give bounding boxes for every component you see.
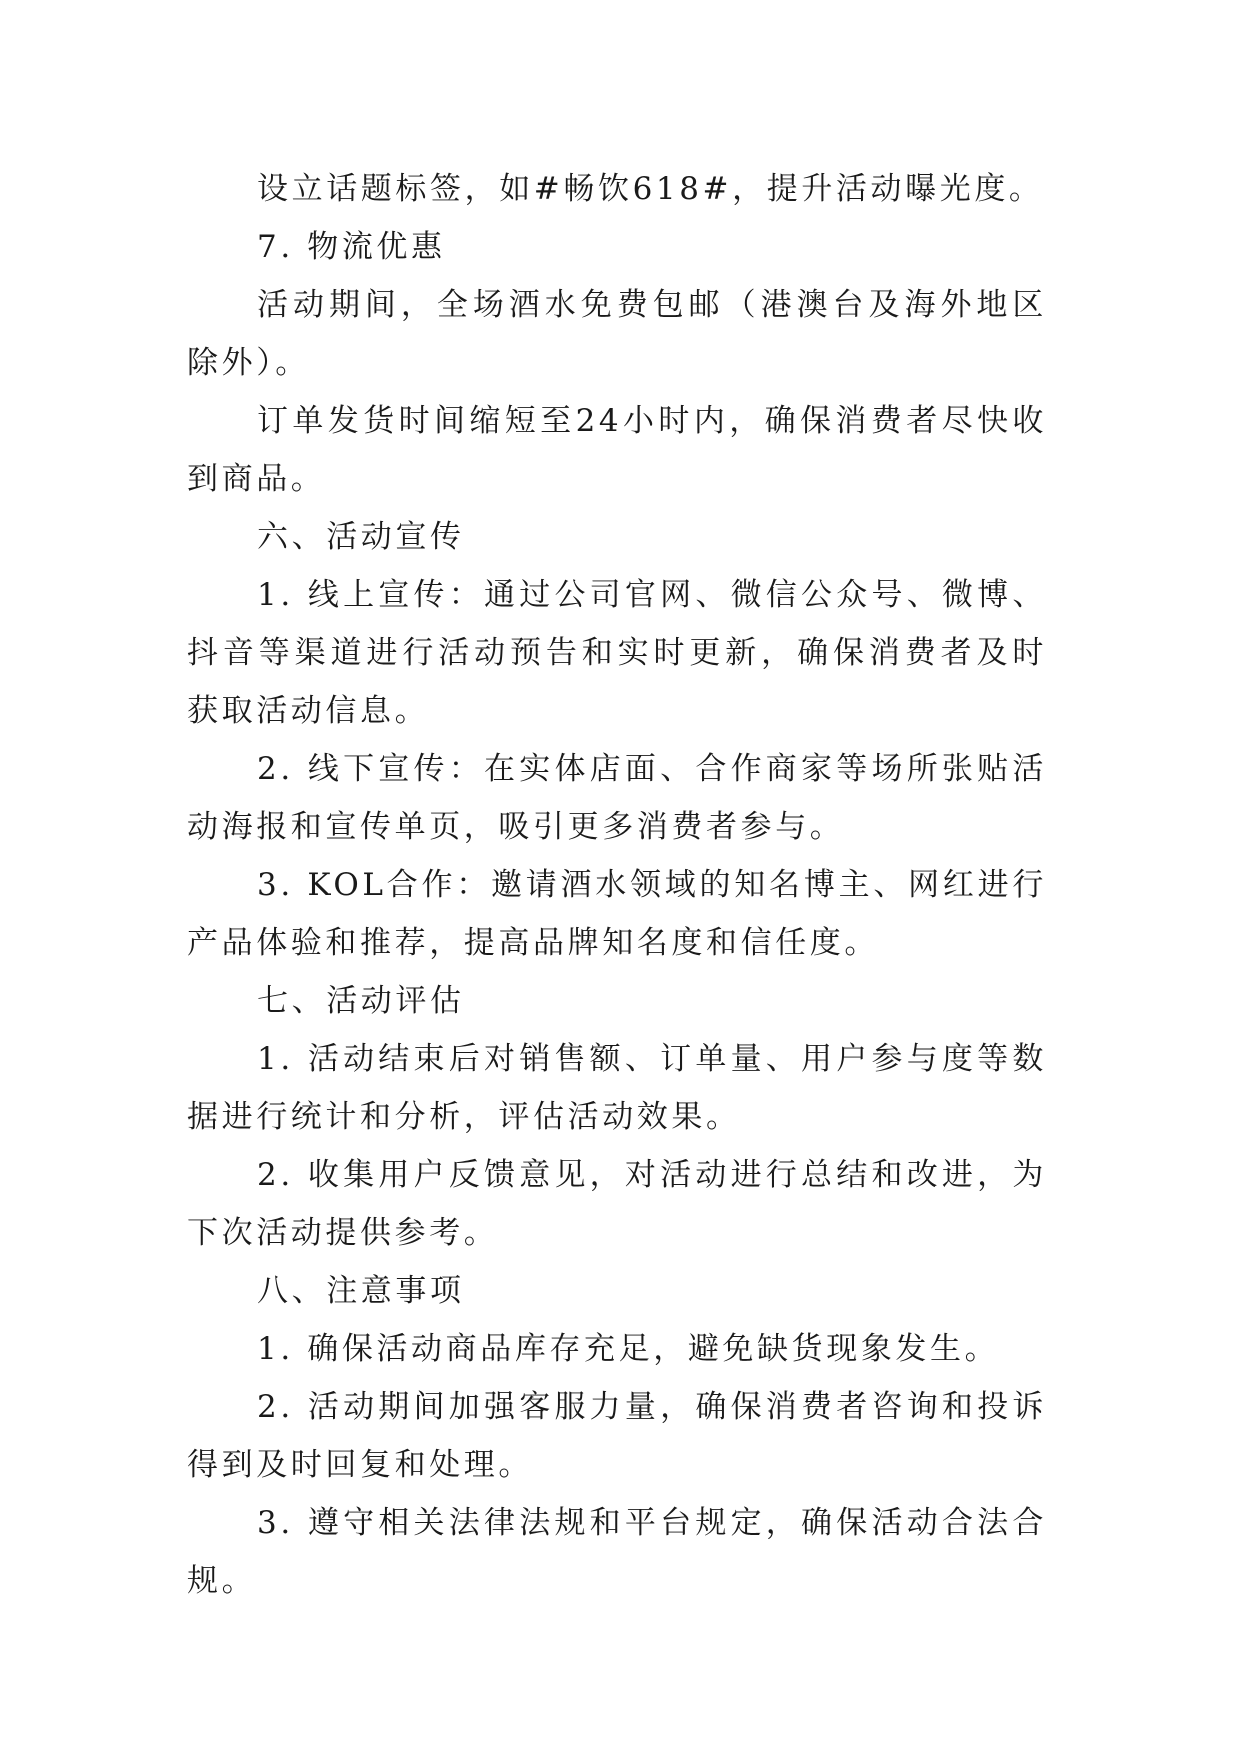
paragraph-online-promotion: 1. 线上宣传：通过公司官网、微信公众号、微博、抖音等渠道进行活动预告和实时更新，确保消费者及时获取活动信息。 (187, 577, 1047, 729)
paragraph-kol-cooperation: 3. KOL合作：邀请酒水领域的知名博主、网红进行产品体验和推荐，提高品牌知名度和信任度。 (187, 867, 1047, 961)
paragraph-stock: 1. 确保活动商品库存充足，避免缺货现象发生。 (257, 1331, 1000, 1367)
paragraph-compliance: 3. 遵守相关法律法规和平台规定，确保活动合法合规。 (187, 1505, 1047, 1599)
section-heading-notes: 八、注意事项 (257, 1273, 465, 1309)
paragraph-data-analysis: 1. 活动结束后对销售额、订单量、用户参与度等数据进行统计和分析，评估活动效果。 (187, 1041, 1047, 1135)
section-heading-evaluation: 七、活动评估 (257, 983, 465, 1019)
paragraph-free-shipping: 活动期间，全场酒水免费包邮（港澳台及海外地区除外）。 (187, 287, 1047, 381)
document-body (187, 160, 1047, 1610)
paragraph-hashtag: 设立话题标签，如#畅饮618#，提升活动曝光度。 (257, 171, 1044, 207)
heading-logistics-offer: 7. 物流优惠 (257, 229, 446, 265)
paragraph-feedback: 2. 收集用户反馈意见，对活动进行总结和改进，为下次活动提供参考。 (187, 1157, 1047, 1251)
section-heading-promotion: 六、活动宣传 (257, 519, 465, 555)
paragraph-customer-service: 2. 活动期间加强客服力量，确保消费者咨询和投诉得到及时回复和处理。 (187, 1389, 1047, 1483)
paragraph-dispatch-time: 订单发货时间缩短至24小时内，确保消费者尽快收到商品。 (187, 403, 1047, 497)
paragraph-offline-promotion: 2. 线下宣传：在实体店面、合作商家等场所张贴活动海报和宣传单页，吸引更多消费者参与。 (187, 751, 1047, 845)
